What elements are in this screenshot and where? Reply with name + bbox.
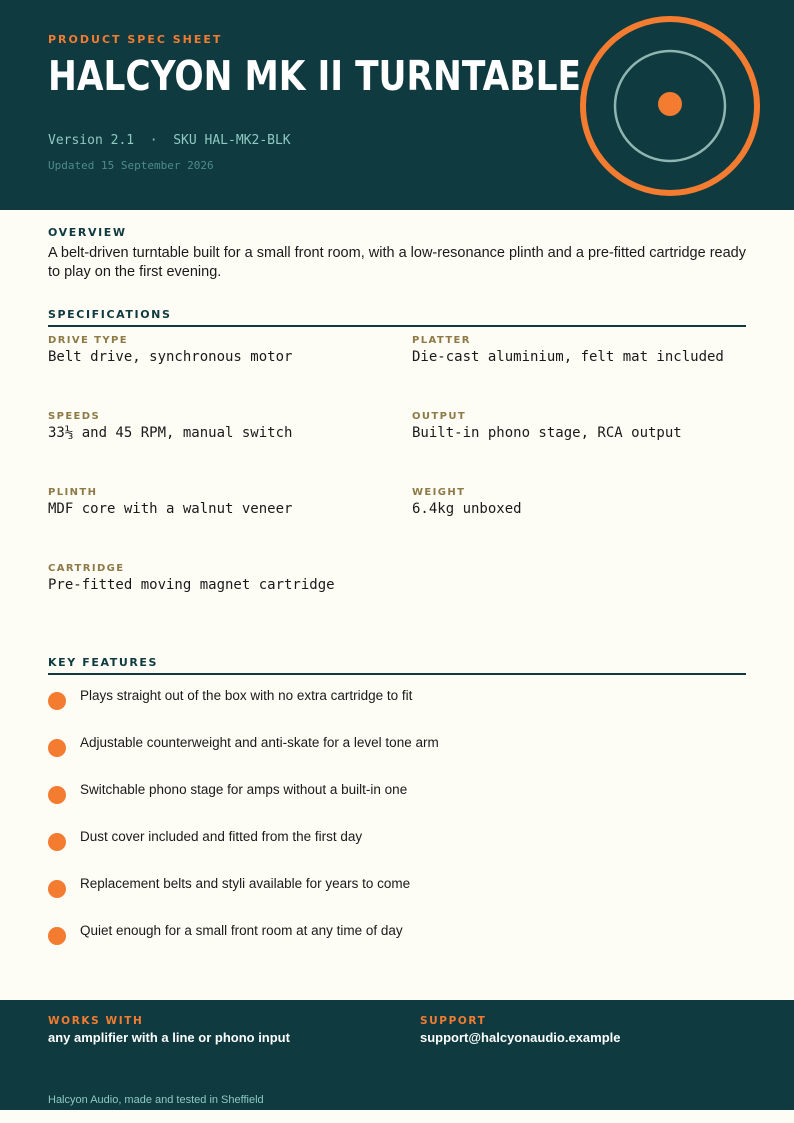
footer-note: Halcyon Audio, made and tested in Sheffield: [48, 1094, 264, 1106]
spec-label: OUTPUT: [412, 411, 467, 422]
works-with-label: WORKS WITH: [48, 1015, 144, 1027]
bullet-dot-icon: [48, 692, 66, 710]
feature-text: Switchable phono stage for amps without a built-in one: [80, 782, 408, 797]
spec-value: Pre-fitted moving magnet cartridge: [48, 577, 335, 593]
spec-value: 33⅓ and 45 RPM, manual switch: [48, 425, 293, 441]
feature-text: Plays straight out of the box with no extra cartridge to fit: [80, 688, 413, 703]
feature-text: Adjustable counterweight and anti-skate for a level tone arm: [80, 735, 439, 750]
feature-text: Replacement belts and styli available for years to come: [80, 876, 411, 891]
document-eyebrow: PRODUCT SPEC SHEET: [48, 33, 223, 46]
record-disc-icon: [578, 14, 762, 198]
header-banner: [0, 0, 794, 210]
spec-platter: [412, 335, 752, 365]
spec-weight: [412, 487, 752, 517]
key-features-divider: [48, 673, 746, 675]
spec-label: PLINTH: [48, 487, 98, 498]
spec-output: [412, 411, 752, 441]
key-features-heading: KEY FEATURES: [48, 656, 159, 669]
spec-cartridge: [48, 563, 388, 593]
spec-value: 6.4kg unboxed: [412, 501, 522, 517]
spec-label: SPEEDS: [48, 411, 101, 422]
spec-label: CARTRIDGE: [48, 563, 125, 574]
spec-label: WEIGHT: [412, 487, 466, 498]
overview-text: A belt-driven turntable built for a small front room, with a low-resonance plinth and a pre-fitted cartridge ready to play on the first evening.: [48, 245, 746, 280]
spec-speeds: [48, 411, 388, 441]
spec-value: Die-cast aluminium, felt mat included: [412, 349, 724, 365]
version-sku-line: Version 2.1 · SKU HAL-MK2-BLK: [48, 133, 291, 148]
feature-text: Dust cover included and fitted from the first day: [80, 829, 363, 844]
bullet-dot-icon: [48, 739, 66, 757]
footer-banner: [0, 1000, 794, 1110]
overview-heading: OVERVIEW: [48, 226, 127, 239]
specifications-divider: [48, 325, 746, 327]
support-label: SUPPORT: [420, 1015, 487, 1027]
bullet-dot-icon: [48, 927, 66, 945]
spec-value: Built-in phono stage, RCA output: [412, 425, 682, 441]
spec-value: Belt drive, synchronous motor: [48, 349, 293, 365]
spec-label: PLATTER: [412, 335, 471, 346]
bullet-dot-icon: [48, 786, 66, 804]
spec-value: MDF core with a walnut veneer: [48, 501, 293, 517]
page-title: HALCYON MK II TURNTABLE: [48, 52, 582, 100]
bullet-dot-icon: [48, 833, 66, 851]
updated-date: Updated 15 September 2026: [48, 159, 214, 172]
spec-plinth: [48, 487, 388, 517]
spec-drive-type: [48, 335, 388, 365]
specifications-heading: SPECIFICATIONS: [48, 308, 172, 321]
feature-text: Quiet enough for a small front room at any time of day: [80, 923, 403, 938]
support-email: support@halcyonaudio.example: [420, 1030, 621, 1045]
works-with-value: any amplifier with a line or phono input: [48, 1030, 290, 1045]
bullet-dot-icon: [48, 880, 66, 898]
spec-label: DRIVE TYPE: [48, 335, 128, 346]
